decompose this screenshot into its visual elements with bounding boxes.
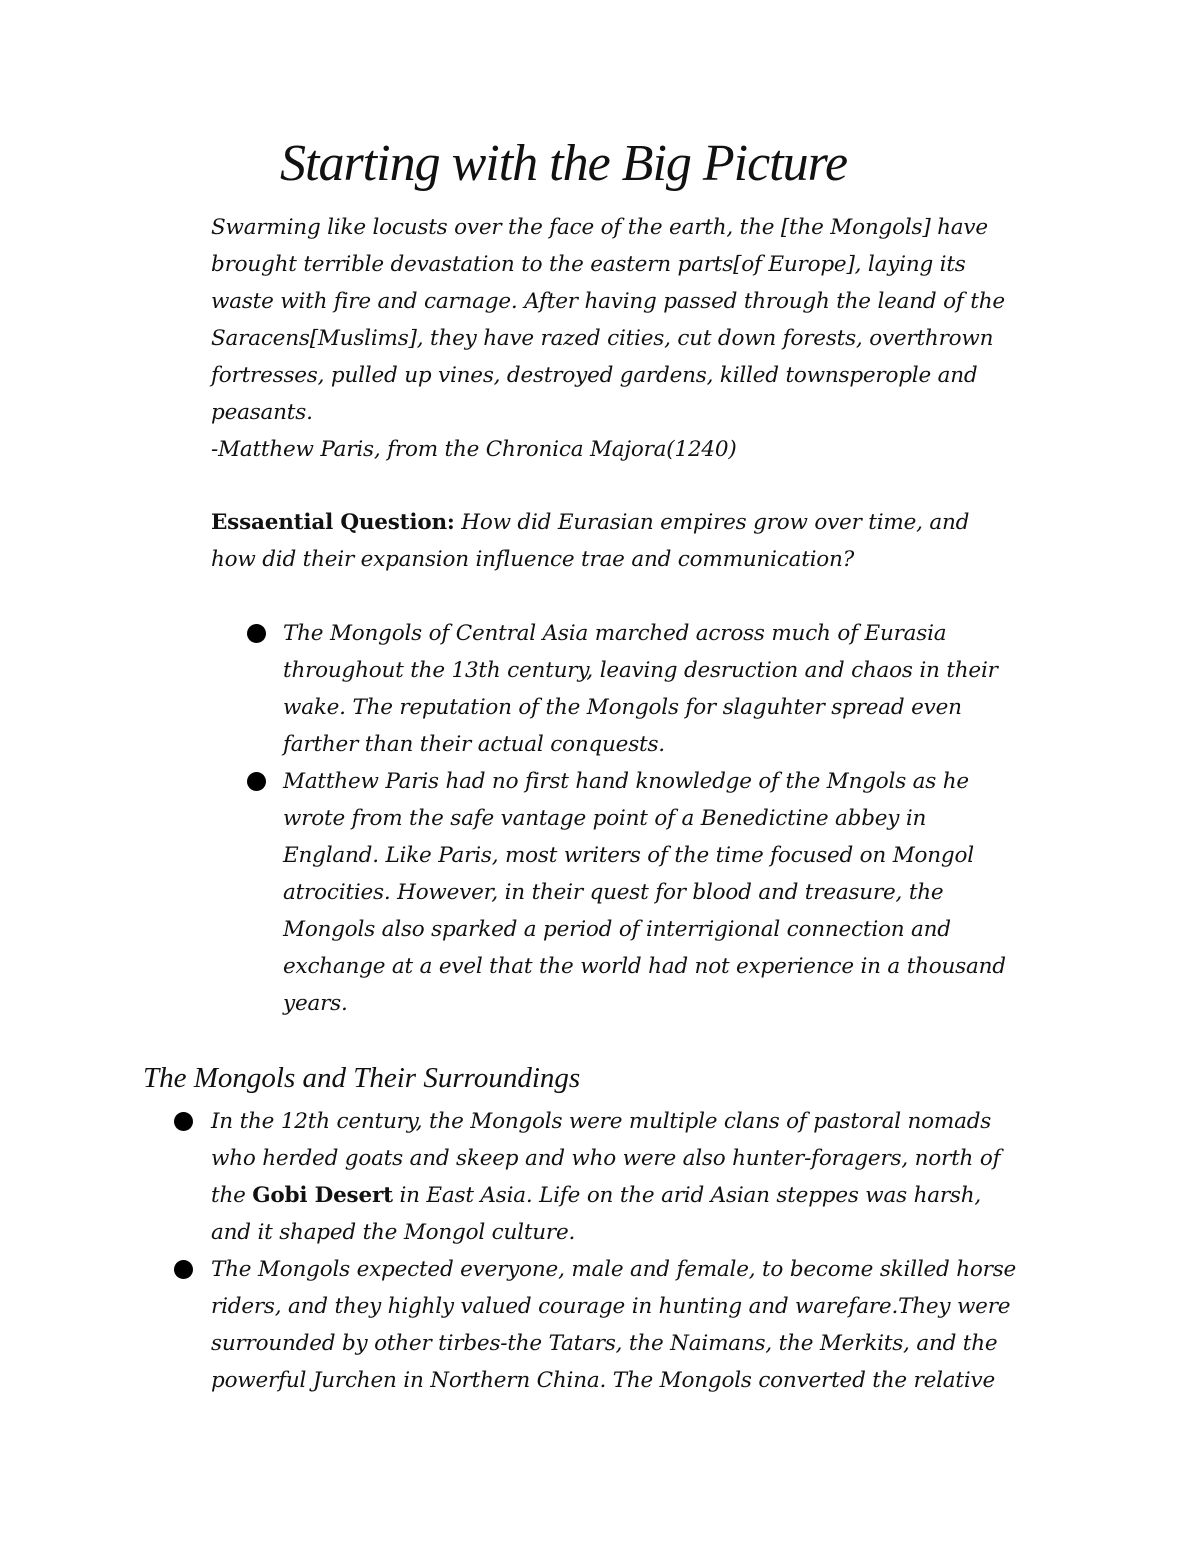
- essential-question-text: How did Eurasian empires grow over time, and: [454, 510, 970, 535]
- bullet-line: years.: [283, 991, 348, 1016]
- list-item: [211, 1251, 1016, 1399]
- section-bullet-list: [211, 1103, 1016, 1399]
- list-item: [283, 763, 1006, 1022]
- bullet-line: surrounded by other tirbes-the Tatars, the Naimans, the Merkits, and the: [211, 1331, 998, 1356]
- bullet-icon: [174, 1260, 193, 1279]
- quote-line: peasants.: [211, 400, 313, 425]
- bullet-line: wrote from the safe vantage point of a Benedictine abbey in: [283, 806, 927, 831]
- bullet-icon: [174, 1112, 193, 1131]
- bullet-line: wake. The reputation of the Mongols for slaguhter spread even: [283, 695, 962, 720]
- essential-question-text: how did their expansion influence trae and communication?: [211, 547, 855, 572]
- opening-quote: [211, 209, 1071, 468]
- bullet-line: In the 12th century, the Mongols were multiple clans of pastoral nomads: [211, 1109, 992, 1134]
- essential-question-label: Essaential Question:: [211, 510, 455, 535]
- bullet-line: riders, and they highly valued courage in hunting and warefare.They were: [211, 1294, 1011, 1319]
- quote-line: brought terrible devastation to the eastern parts[of Europe], laying its: [211, 252, 966, 277]
- intro-bullet-list: [283, 615, 1006, 1022]
- bullet-line: who herded goats and skeep and who were also hunter-foragers, north of: [211, 1146, 1001, 1171]
- list-item: [283, 615, 1006, 763]
- essential-question: [211, 504, 1091, 578]
- quote-line: waste with fire and carnage. After having passed through the leand of the: [211, 289, 1005, 314]
- bullet-icon: [247, 624, 266, 643]
- list-item: [211, 1103, 1016, 1251]
- bullet-line: England. Like Paris, most writers of the time focused on Mongol: [283, 843, 974, 868]
- page-title: Starting with the Big Picture: [280, 135, 848, 192]
- bullet-line: The Mongols expected everyone, male and female, to become skilled horse: [211, 1257, 1017, 1282]
- bullet-line: and it shaped the Mongol culture.: [211, 1220, 576, 1245]
- section-heading: The Mongols and Their Surroundings: [143, 1062, 581, 1094]
- bullet-text: in East Asia. Life on the arid Asian steppes was harsh,: [392, 1183, 982, 1208]
- bullet-line: Matthew Paris had no first hand knowledge of the Mngols as he: [283, 769, 969, 794]
- bullet-line: exchange at a evel that the world had not experience in a thousand: [283, 954, 1006, 979]
- bullet-icon: [247, 772, 266, 791]
- bullet-line: [211, 1177, 1016, 1214]
- bullet-line: farther than their actual conquests.: [283, 732, 665, 757]
- bullet-text: the: [211, 1183, 253, 1208]
- bullet-line: The Mongols of Central Asia marched across much of Eurasia: [283, 621, 947, 646]
- bullet-line: throughout the 13th century, leaving desruction and chaos in their: [283, 658, 998, 683]
- bullet-line: atrocities. However, in their quest for blood and treasure, the: [283, 880, 944, 905]
- quote-line: fortresses, pulled up vines, destroyed gardens, killed townsperople and: [211, 363, 978, 388]
- quote-attribution: -Matthew Paris, from the Chronica Majora(1240): [211, 437, 737, 462]
- bold-term: Gobi Desert: [252, 1183, 393, 1208]
- quote-line: Saracens[Muslims], they have razed cities, cut down forests, overthrown: [211, 326, 994, 351]
- bullet-line: Mongols also sparked a period of interrigional connection and: [283, 917, 951, 942]
- bullet-line: powerful Jurchen in Northern China. The Mongols converted the relative: [211, 1368, 995, 1393]
- quote-line: Swarming like locusts over the face of the earth, the [the Mongols] have: [211, 215, 988, 240]
